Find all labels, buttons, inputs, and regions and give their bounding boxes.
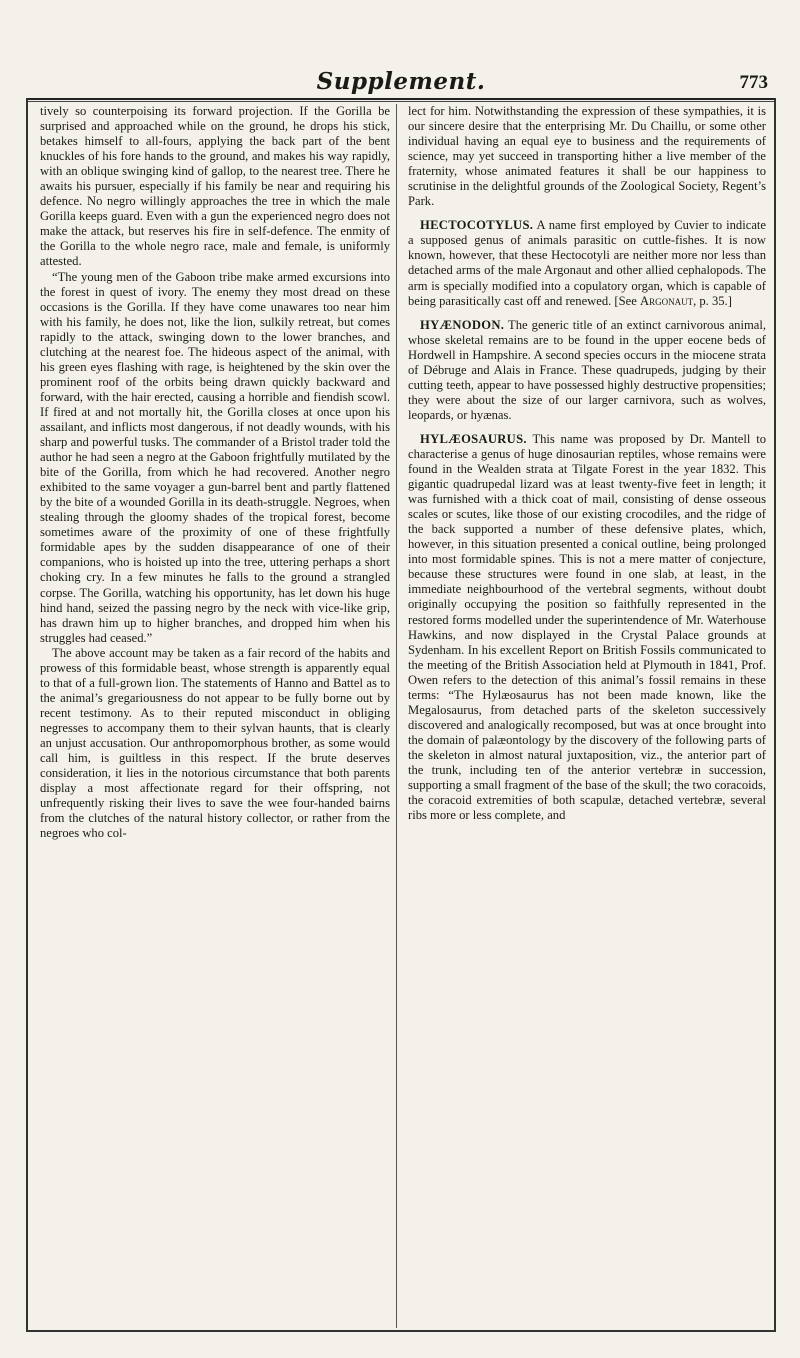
entry-hylaeosaurus bbox=[408, 432, 766, 823]
entry-headword: HYLÆOSAURUS. bbox=[420, 431, 527, 446]
page-number: 773 bbox=[739, 72, 768, 93]
cross-reference: Argonaut bbox=[639, 293, 694, 308]
frame-right-rule bbox=[774, 98, 776, 1332]
running-title: Supplement. bbox=[316, 68, 486, 95]
paragraph: lect for him. Notwithstanding the expression of these sympathies, it is our sincere desire that the enterprising Mr. Du Chaillu, or some other individual having an equal eye to business and the requirements of science, may yet succeed in transporting hither a live member of the fraternity, whose animated features it shall be our happiness to scrutinise in the delightful grounds of the Zoological Society, Regent’s Park. bbox=[408, 104, 766, 209]
paragraph: tively so counterpoising its forward projection. If the Gorilla be surprised and approached while on the ground, he drops his stick, betakes himself to all-fours, applying the back part of the bent knuckles of his fore hands to the ground, and makes his way rapidly, with an oblique swinging kind of gallop, to the nearest tree. There he awaits his pursuer, especially if his family be near and requiring his defence. No negro willingly approaches the tree in which the male Gorilla keeps guard. Even with a gun the experienced negro does not make the attack, but reserves his fire in self-defence. The enmity of the Gorilla to the whole negro race, male and female, is uniformly attested. bbox=[40, 104, 390, 269]
entry-hyaenodon bbox=[408, 318, 766, 423]
right-column bbox=[408, 104, 766, 1326]
entry-body-tail: , p. 35.] bbox=[693, 293, 732, 308]
paragraph: The above account may be taken as a fair record of the habits and prowess of this formidable beast, whose strength is apparently equal to that of a full-grown lion. The statements of Hanno and Battel as to the animal’s gregariousness do not appear to be fully borne out by recent testimony. As to their reputed misconduct in obliging negresses to accompany them to their sylvan haunts, that is clearly an unjust accusation. Our anthropomorphous brother, as some would call him, is guiltless in this respect. If the brute deserves consideration, it lies in the notorious circumstance that both parents display a most affectionate regard for their offspring, not unfrequently risking their lives to save the wee four-handed bairns from the clutches of the natural history collector, or rather from the negroes who col- bbox=[40, 645, 390, 841]
entry-body: The generic title of an extinct carnivorous animal, whose skeletal remains are to be found in the upper eocene beds of Hordwell in Hampshire. A second species occurs in the miocene strata of Débruge and Alais in France. These quadrupeds, judging by their cutting teeth, appear to have possessed highly destructive propensities; they were about the size of our larger carnivora, such as wolves, leopards, or hyænas. bbox=[408, 317, 766, 422]
footer-rule bbox=[26, 1330, 776, 1332]
header-rule-thin bbox=[26, 101, 776, 102]
running-header bbox=[26, 68, 776, 98]
entry-hectocotylus bbox=[408, 218, 766, 308]
frame-left-rule bbox=[26, 98, 28, 1332]
left-column bbox=[40, 104, 390, 1326]
entry-headword: HECTOCOTYLUS. bbox=[420, 218, 534, 233]
entry-body: This name was proposed by Dr. Mantell to characterise a genus of huge dinosaurian reptiles, whose remains were found in the Wealden strata at Tilgate Forest in the year 1832. This gigantic quadrupedal lizard was at least twenty-five feet in length; it was furnished with a thick coat of mail, consisting of dense osseous scales or scutes, like those of our existing crocodiles, and the ridge of the back supported a number of these defensive plates, which, however, in this situation presented a conical outline, being prolonged into most formidable spines. This is not a mere matter of conjecture, because these structures were found in one slab, at least, in the immediate neighbourhood of the vertebral segments, without doubt originally occupying the position so faithfully represented in the restored forms modelled under the superintendence of Mr. Waterhouse Hawkins, and now displayed in the Crystal Palace grounds at Sydenham. In his excellent Report on British Fossils communicated to the meeting of the British Association held at Plymouth in 1841, Prof. Owen refers to the detection of this animal’s fossil remains in these terms: “The Hylæosaurus has not been made known, like the Megalosaurus, from detached parts of the skeleton successively discovered and analogically recomposed, but was at once brought into the domain of palæontology by the discovery of the following parts of the skeleton in almost natural juxtaposition, viz., the anterior part of the trunk, including ten of the anterior vertebræ in succession, supporting a small fragment of the base of the skull; the two coracoids, the coracoid extremities of both scapulæ, detached vertebræ, several ribs more or less complete, and bbox=[408, 431, 766, 823]
entry-body: A name first employed by Cuvier to indicate a supposed genus of animals parasitic on cuttle-fishes. It is now known, however, that these Hectocotyli are neither more nor less than detached arms of the male Argonaut and other allied cephalopods. The arm is specially modified into a copulatory organ, which is capable of being parasitically cast off and renewed. [See bbox=[408, 218, 766, 308]
column-divider bbox=[396, 104, 397, 1328]
paragraph: “The young men of the Gaboon tribe make armed excursions into the forest in quest of ivory. The enemy they most dread on these occasions is the Gorilla. If they have come unawares too near him with his family, he does not, like the lion, sulkily retreat, but comes rapidly to the attack, swinging down to the lower branches, and clutching at the nearest foe. The hideous aspect of the animal, with his green eyes flashing with rage, is heightened by the skin over the prominent roof of the orbits being drawn quickly backward and forward, with the hair erected, causing a horrible and fiendish scowl. If fired at and not mortally hit, the Gorilla closes at once upon his assailant, and inflicts most dangerous, if not deadly wounds, with his sharp and powerful tusks. The commander of a Bristol trader told the author he had seen a negro at the Gaboon frightfully mutilated by the bite of the Gorilla, from which he had recovered. Another negro exhibited to the same voyager a gun-barrel bent and partly flattened by the bite of a wounded Gorilla in its death-struggle. Negroes, when stealing through the gloomy shades of the tropical forest, become sometimes aware of the proximity of one of these frightfully formidable apes by the sudden disappearance of one of their companions, who is hoisted up into the tree, uttering perhaps a short choking cry. In a few minutes he falls to the ground a strangled corpse. The Gorilla, watching his opportunity, has let down his huge hind hand, seized the passing negro by the neck with vice-like grip, has drawn him up to higher branches, and dropped him when his struggles had ceased.” bbox=[40, 269, 390, 645]
header-rule bbox=[26, 98, 776, 100]
entry-headword: HYÆNODON. bbox=[420, 317, 505, 332]
